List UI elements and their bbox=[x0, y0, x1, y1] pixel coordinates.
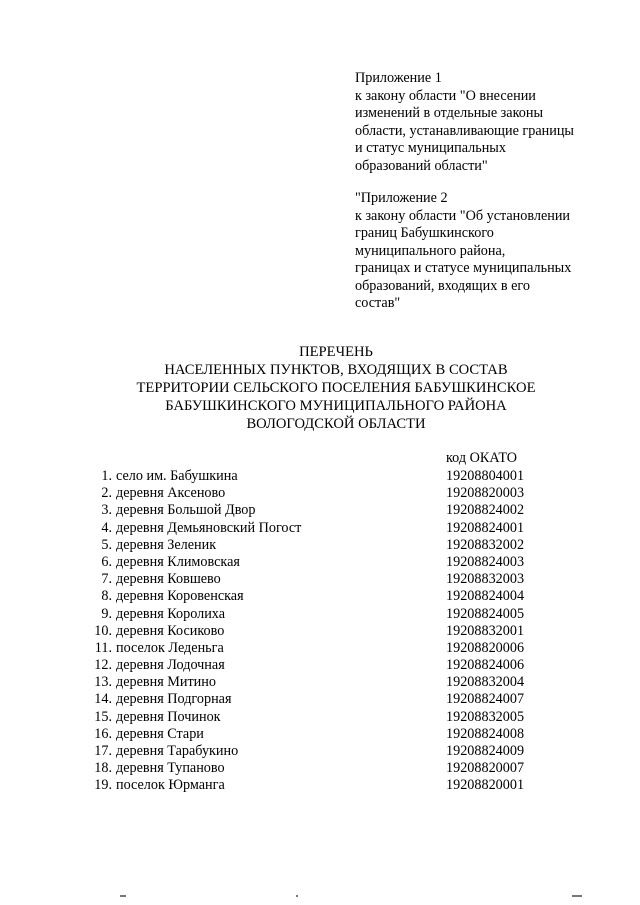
scan-artifacts bbox=[0, 895, 640, 905]
okato-code: 19208824003 bbox=[446, 553, 525, 570]
list-item bbox=[0, 777, 640, 794]
item-number: 13. bbox=[94, 674, 112, 691]
item-number: 4. bbox=[101, 519, 112, 536]
okato-code: 19208820006 bbox=[446, 639, 525, 656]
list-item bbox=[0, 726, 640, 743]
item-number: 16. bbox=[94, 725, 112, 742]
title-line: БАБУШКИНСКОГО МУНИЦИПАЛЬНОГО РАЙОНА bbox=[165, 398, 507, 414]
appendix-2-line: состав" bbox=[355, 295, 401, 311]
item-number: 2. bbox=[101, 485, 112, 502]
document-title bbox=[0, 343, 640, 433]
appendix-1-line: изменений в отдельные законы bbox=[355, 105, 543, 121]
settlement-name: деревня Демьяновский Погост bbox=[116, 519, 302, 536]
list-item bbox=[0, 485, 640, 502]
okato-column-header: код ОКАТО bbox=[446, 450, 518, 466]
okato-code: 19208824008 bbox=[446, 725, 525, 742]
item-number: 11. bbox=[94, 639, 112, 656]
settlement-name: деревня Подгорная bbox=[116, 691, 232, 708]
list-item bbox=[0, 674, 640, 691]
appendix-1-note bbox=[355, 70, 574, 175]
appendix-2-line: "Приложение 2 bbox=[355, 190, 448, 206]
item-number: 18. bbox=[94, 760, 112, 777]
appendix-1-line: образований области" bbox=[355, 157, 488, 174]
settlement-name: деревня Большой Двор bbox=[116, 502, 256, 519]
list-item bbox=[0, 606, 640, 623]
settlement-name: деревня Тарабукино bbox=[116, 743, 239, 759]
list-item bbox=[0, 640, 640, 657]
settlement-name: деревня Стари bbox=[116, 725, 204, 742]
list-item bbox=[0, 743, 640, 760]
appendix-2-line: границах и статусе муниципальных bbox=[355, 260, 572, 276]
settlement-name: деревня Починок bbox=[116, 708, 221, 725]
item-number: 10. bbox=[94, 622, 112, 639]
item-number: 19. bbox=[94, 777, 112, 794]
okato-code: 19208832001 bbox=[446, 622, 525, 639]
list-item bbox=[0, 709, 640, 726]
settlement-name: поселок Юрманга bbox=[116, 777, 225, 794]
item-number: 6. bbox=[101, 553, 112, 570]
settlement-name: деревня Королиха bbox=[116, 605, 225, 622]
settlement-name: поселок Леденьга bbox=[116, 639, 224, 656]
list-item bbox=[0, 691, 640, 708]
list-item bbox=[0, 623, 640, 640]
list-item bbox=[0, 537, 640, 554]
okato-code: 19208824007 bbox=[446, 691, 525, 708]
item-number: 3. bbox=[101, 502, 112, 519]
settlement-name: деревня Тупаново bbox=[116, 760, 225, 777]
list-item bbox=[0, 520, 640, 537]
okato-code: 19208832004 bbox=[446, 674, 525, 691]
settlement-name: деревня Коровенская bbox=[116, 588, 244, 605]
item-number: 1. bbox=[101, 468, 112, 484]
settlement-name: деревня Климовская bbox=[116, 553, 240, 570]
item-number: 17. bbox=[94, 743, 112, 759]
list-item bbox=[0, 588, 640, 605]
okato-code: 19208820001 bbox=[446, 777, 525, 794]
item-number: 12. bbox=[94, 657, 112, 674]
okato-code: 19208820007 bbox=[446, 760, 525, 777]
settlement-name: деревня Косиково bbox=[116, 622, 225, 639]
appendix-1-line: и статус муниципальных bbox=[355, 140, 506, 156]
okato-code: 19208824001 bbox=[446, 519, 525, 536]
settlement-name: деревня Аксеново bbox=[116, 485, 226, 502]
title-line: ПЕРЕЧЕНЬ bbox=[299, 344, 373, 360]
list-item bbox=[0, 571, 640, 588]
list-item bbox=[0, 554, 640, 571]
okato-code: 19208832002 bbox=[446, 536, 525, 553]
settlement-name: деревня Митино bbox=[116, 674, 216, 691]
list-item bbox=[0, 760, 640, 777]
settlement-name: деревня Лодочная bbox=[116, 657, 225, 674]
title-line: ТЕРРИТОРИИ СЕЛЬСКОГО ПОСЕЛЕНИЯ БАБУШКИНСКОЕ bbox=[136, 380, 536, 396]
okato-code: 19208824005 bbox=[446, 605, 525, 622]
list-item bbox=[0, 502, 640, 519]
item-number: 5. bbox=[101, 536, 112, 553]
appendix-1-line: области, устанавливающие границы bbox=[355, 122, 574, 139]
appendix-1-line: Приложение 1 bbox=[355, 70, 442, 86]
title-line: НАСЕЛЕННЫХ ПУНКТОВ, ВХОДЯЩИХ В СОСТАВ bbox=[164, 362, 508, 378]
appendix-2-line: границ Бабушкинского bbox=[355, 225, 494, 241]
okato-code: 19208804001 bbox=[446, 468, 525, 484]
settlements-list bbox=[0, 468, 640, 795]
settlement-name: деревня Зеленик bbox=[116, 536, 217, 553]
appendix-2-line: образований, входящих в его bbox=[355, 277, 530, 294]
settlement-name: деревня Ковшево bbox=[116, 571, 221, 588]
appendix-1-line: к закону области "О внесении bbox=[355, 87, 536, 104]
okato-code: 19208832003 bbox=[446, 571, 525, 588]
settlement-name: село им. Бабушкина bbox=[116, 468, 238, 484]
item-number: 15. bbox=[94, 708, 112, 725]
list-item bbox=[0, 468, 640, 485]
item-number: 14. bbox=[94, 691, 112, 708]
appendix-2-note bbox=[355, 190, 571, 313]
appendix-2-line: муниципального района, bbox=[355, 242, 506, 259]
title-line: ВОЛОГОДСКОЙ ОБЛАСТИ bbox=[246, 416, 426, 432]
okato-code: 19208824006 bbox=[446, 657, 525, 674]
item-number: 8. bbox=[101, 588, 112, 605]
okato-code: 19208824002 bbox=[446, 502, 525, 519]
okato-code: 19208832005 bbox=[446, 708, 525, 725]
okato-code: 19208824009 bbox=[446, 743, 525, 759]
okato-code: 19208820003 bbox=[446, 485, 525, 502]
item-number: 7. bbox=[101, 571, 112, 588]
list-item bbox=[0, 657, 640, 674]
appendix-2-line: к закону области "Об установлении bbox=[355, 207, 571, 224]
item-number: 9. bbox=[101, 605, 112, 622]
okato-code: 19208824004 bbox=[446, 588, 525, 605]
